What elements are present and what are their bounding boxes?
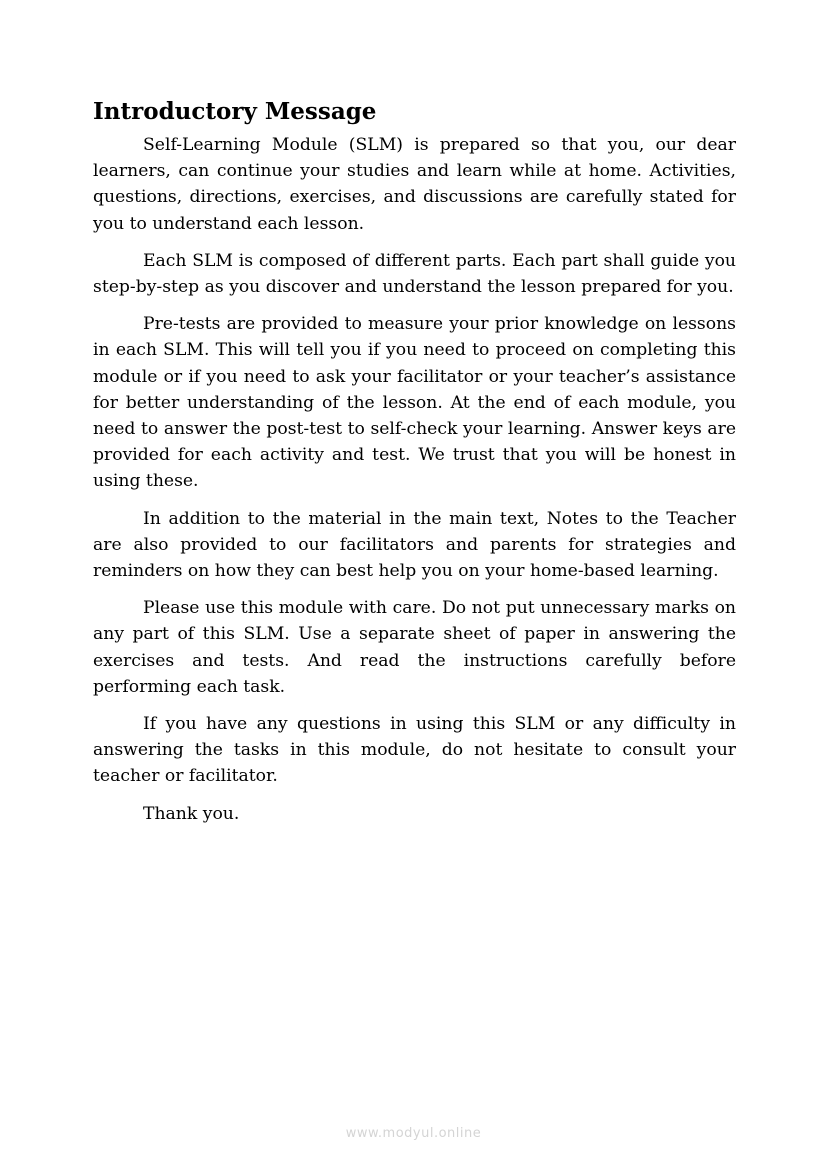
page-title: Introductory Message — [93, 98, 377, 125]
paragraph-pre-tests: Pre-tests are provided to measure your prior knowledge on lessons in each SLM. This will tell you if you need to proceed on completing this module or if you need to ask your facilitator or your teacher’s assistance for better understanding of the lesson. At the end of each module, you need to answer the post-test to self-check your learning. Answer keys are provided for each activity and test. We trust that you will be honest in using these. — [93, 314, 736, 492]
paragraph-thank-you: Thank you. — [143, 803, 240, 824]
paragraph-slm-intro: Self-Learning Module (SLM) is prepared so that you, our dear learners, can continue your studies and learn while at home. Activities, questions, directions, exercises, and discussions are carefully stated for you to understand each lesson. — [93, 135, 736, 234]
paragraph-questions: If you have any questions in using this SLM or any difficulty in answering the tasks in this module, do not hesitate to consult your teacher or facilitator. — [93, 714, 736, 787]
paragraph-use-with-care: Please use this module with care. Do not put unnecessary marks on any part of this SLM. Use a separate sheet of paper in answering the exercises and tests. And read the instructions carefully before performing each task. — [93, 598, 736, 697]
paragraph-notes-to-teacher: In addition to the material in the main text, Notes to the Teacher are also provided to our facilitators and parents for strategies and reminders on how they can best help you on your home-based learning. — [93, 508, 736, 582]
document-page — [93, 96, 736, 838]
watermark: www.modyul.online — [345, 1126, 482, 1141]
paragraph-slm-parts: Each SLM is composed of different parts. Each part shall guide you step-by-step as you discover and understand the lesson prepared for you. — [93, 250, 736, 298]
